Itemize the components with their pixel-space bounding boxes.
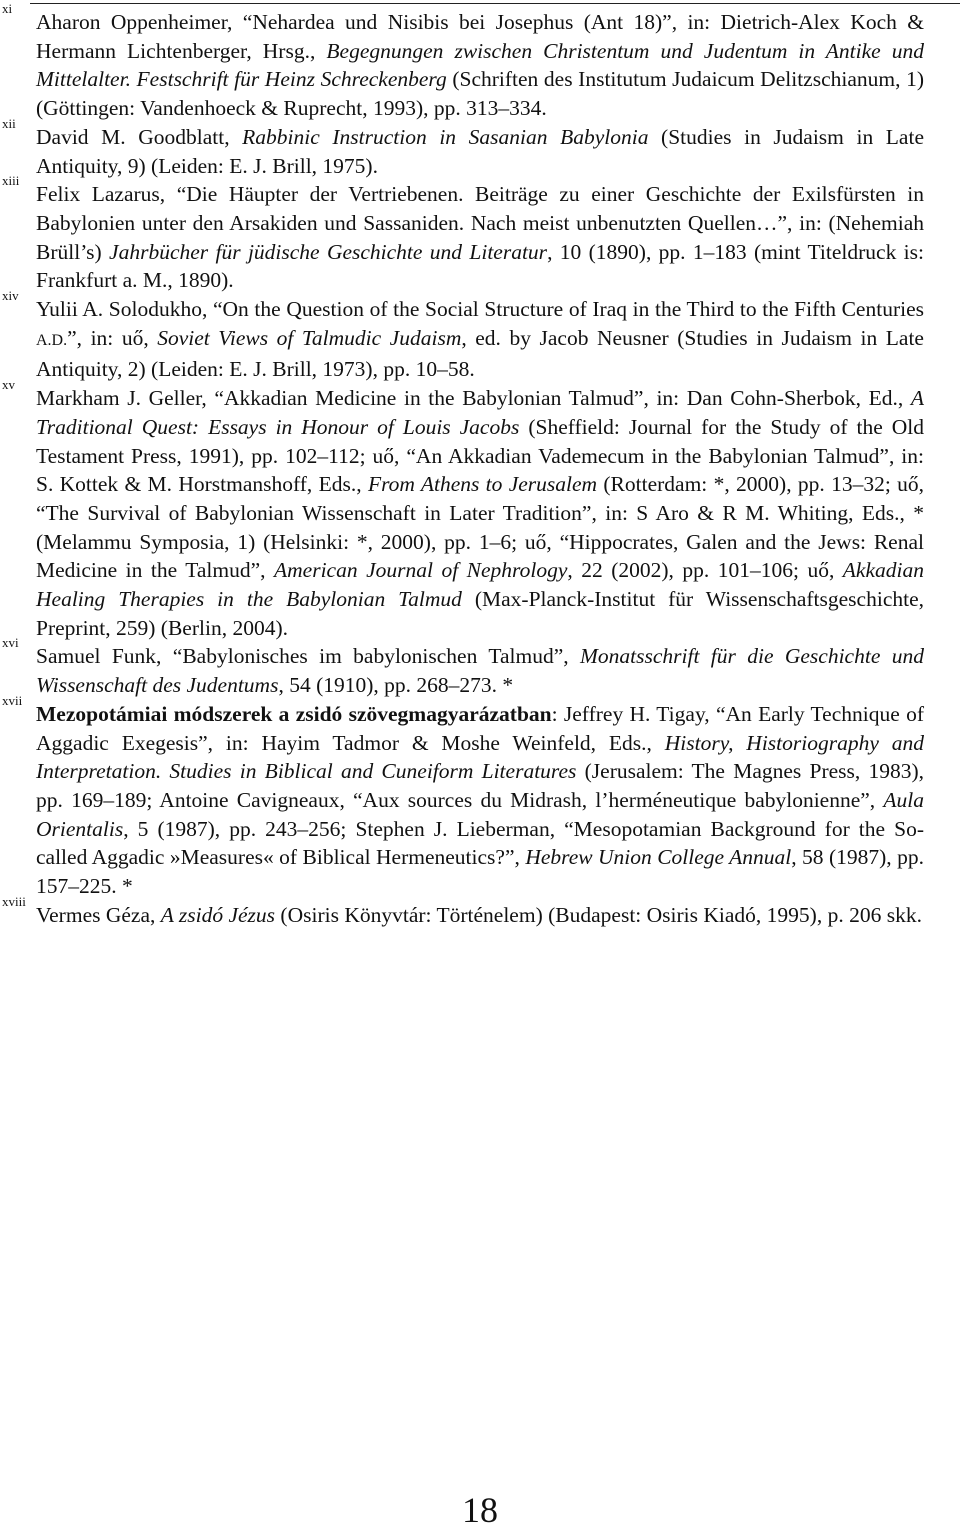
page-number: 18 [462, 1490, 498, 1530]
journal-title: American Journal of Nephrology [274, 558, 568, 583]
footnote-text: Aharon Oppenheimer, “Nehardea und Nisibis bei Josephus (Ant 18)”, in: Dietrich-Alex Koch & Hermann Lichtenberger, Hrsg., [36, 10, 924, 63]
footnote-text: (Schriften des Institutum Judaicum Delitzschianum, 1) (Göttingen: Vandenhoeck & Ruprecht, 1993), pp. 313–334. [36, 67, 924, 121]
footnote-text: (Max-Planck-Institut für Wissenschaftsgeschichte, Preprint, 259) (Berlin, 2004). [36, 587, 924, 640]
book-title: Akkadian Healing Therapies in the Babylonian Talmud [36, 558, 924, 612]
footnote-text: Vermes Géza, [36, 902, 161, 927]
section-heading: Mezopotámiai módszerek a zsidó szövegmagyarázatban [36, 701, 552, 726]
footnote-text: , 58 (1987), pp. 157–225. * [36, 845, 924, 899]
footnote-text: , 54 (1910), pp. 268–273. * [278, 673, 514, 698]
footnote-marker: xvi [2, 635, 19, 651]
footnote-marker: xv [2, 377, 15, 393]
book-title: Soviet Views of Talmudic Judaism [157, 325, 462, 350]
footnote-text: , 5 (1987), pp. 243–256; Stephen J. Lieberman, “Mesopotamian Background for the So-called Aggadic »Measures« of Biblical Hermeneutics?”, [36, 816, 924, 870]
footnote-text: , ed. by Jacob Neusner (Studies in Judaism in Late Antiquity, 2) (Leiden: E. J. Brill, 1973), pp. 10–58. [36, 325, 924, 382]
footnote-marker: xiv [2, 288, 19, 304]
footnote-text: David M. Goodblatt, [36, 124, 243, 149]
book-title: A zsidó Jézus [160, 902, 276, 927]
book-title: A Traditional Quest: Essays in Honour of Louis Jacobs [36, 386, 924, 439]
footnote-text: Yulii A. Solodukho, “On the Question of the Social Structure of Iraq in the Third to the Fifth Centuries [36, 297, 924, 322]
footnote-xiii [2, 173, 924, 295]
footnote-xii [2, 115, 924, 180]
era-abbreviation: A.D. [36, 331, 68, 349]
footnote-text: Samuel Funk, “Babylonisches im babylonischen Talmud”, [36, 644, 580, 669]
footnote-text: (Rotterdam: *, 2000), pp. 13–32; uő, “The Survival of Babylonian Wissenschaft in Later Tradition”, in: S Aro & R M. Whiting, Eds., * (Melammu Symposia, 1) (Helsinki: *, 2000), pp. 1–6; uő, “Hippocrates, Galen and the Jews: Renal Medicine in the Talmud”, [36, 472, 924, 583]
footnote-marker: xi [2, 1, 13, 16]
footnote-text: (Sheffield: Journal for the Study of the Old Testament Press, 1991), pp. 102–112; uő, “An Akkadian Vademecum in the Babylonian Talmud”, in: S. Kottek & M. Horstmanshoff, Eds., [36, 414, 924, 497]
footnote-text: : Jeffrey H. Tigay, “An Early Technique of Aggadic Exegesis”, in: Hayim Tadmor & Moshe Weinfeld, Eds., [36, 701, 924, 755]
book-title: Rabbinic Instruction in Sasanian Babylonia [242, 124, 649, 149]
footnote-xiv [2, 288, 924, 384]
journal-title: Aula Orientalis [36, 787, 924, 841]
footnote-text: (Jerusalem: The Magnes Press, 1983), pp. 169–189; Antoine Cavigneaux, “Aux sources du Midrash, l’herméneutique babylonienne”, [36, 759, 925, 812]
footnote-marker: xiii [2, 173, 20, 189]
footnote-xvi [2, 635, 924, 699]
book-title: From Athens to Jerusalem [367, 472, 598, 497]
footnote-xv [2, 377, 924, 642]
footnote-text: Markham J. Geller, “Akkadian Medicine in the Babylonian Talmud”, in: Dan Cohn-Sherbok, Ed., [36, 386, 911, 411]
book-title: Begegnungen zwischen Christentum und Judentum in Antike und Mittelalter. Festschrift für Heinz Schreckenberg [36, 38, 925, 92]
footnote-xviii [2, 893, 924, 930]
footnote-text: , 22 (2002), pp. 101–106; uő, [567, 558, 843, 583]
footnotes-list [0, 1, 960, 930]
footnote-marker: xviii [2, 893, 26, 909]
footnote-marker: xii [2, 115, 16, 131]
footnote-text: (Osiris Könyvtár: Történelem) (Budapest: Osiris Kiadó, 1995), p. 206 skk. [275, 902, 922, 927]
journal-title: Hebrew Union College Annual [525, 845, 792, 870]
footnote-text: , 10 (1890), pp. 1–183 (mint Titeldruck is: Frankfurt a. M., 1890). [36, 239, 924, 293]
footnote-text: (Studies in Judaism in Late Antiquity, 9) (Leiden: E. J. Brill, 1975). [36, 124, 924, 178]
journal-title: Monatsschrift für die Geschichte und Wissenschaft des Judentums [36, 644, 924, 698]
footnote-text: Felix Lazarus, “Die Häupter der Vertriebenen. Beiträge zu einer Geschichte der Exilsfürsten in Babylonien unter den Arsakiden und Sassaniden. Nach meist unbenutzten Quellen…”, in: (Nehemiah Brüll’s) [36, 182, 924, 264]
footnote-separator-rule [30, 3, 960, 4]
journal-title: Jahrbücher für jüdische Geschichte und Literatur [109, 239, 548, 264]
footnote-text: ”, in: uő, [67, 325, 158, 350]
footnote-marker: xvii [2, 692, 23, 708]
book-title: History, Historiography and Interpretation. Studies in Biblical and Cuneiform Literatures [36, 730, 925, 784]
